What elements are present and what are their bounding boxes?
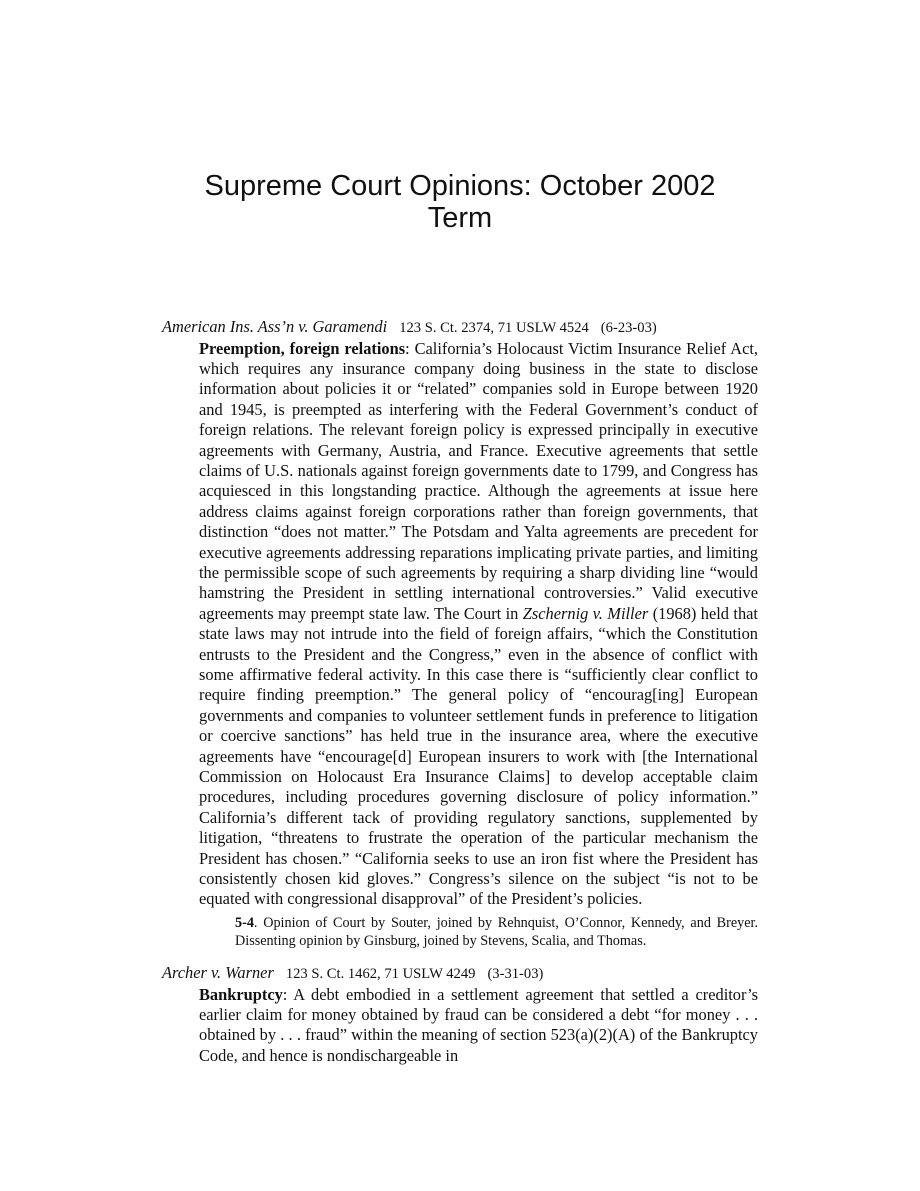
case-header bbox=[162, 317, 758, 339]
page-title-line-2: Term bbox=[427, 202, 493, 234]
vote-count: 5-4 bbox=[235, 914, 254, 931]
vote-description: Opinion of Court by Souter, joined by Rehnquist, O’Connor, Kennedy, and Breyer. Dissenting opinion by Ginsburg, joined by Stevens, Scalia, and Thomas. bbox=[235, 914, 759, 950]
case-summary: Bankruptcy: A debt embodied in a settlement agreement that settled a creditor’s earlier claim for money obtained by fraud can be considered a debt “for money . . . obtained by . . . fraud” within the meaning of section 523(a)(2)(A) of the Bankruptcy Code, and hence is nondischargeable in bbox=[199, 984, 758, 1065]
case-summary: Preemption, foreign relations: California’s Holocaust Victim Insurance Relief Act, which requires any insurance company doing business in the state to disclose information about policies it or “related” companies sold in Europe between 1920 and 1945, is preempted as interfering with the Federal Government’s conduct of foreign relations. The relevant foreign policy is expressed principally in executive agreements with Germany, Austria, and France. Executive agreements that settle claims of U.S. nationals against foreign governments date to 1799, and Congress has acquiesced in this longstanding practice. Although the agreements at issue here address claims against foreign corporations rather than foreign governments, that distinction “does not matter.” The Potsdam and Yalta agreements are precedent for executive agreements addressing reparations implicating private parties, and limiting the permissible scope of such agreements by requiring a sharp dividing line “would hamstring the President in settling international controversies.” Valid executive agreements may preempt state law. The Court in Zschernig v. Miller (1968) held that state laws may not intrude into the field of foreign affairs, “which the Constitution entrusts to the President and the Congress,” even in the absence of conflict with some affirmative federal activity. In this case there is “sufficiently clear conflict to require finding preemption.” The general policy of “encourag[ing] European governments and companies to volunteer settlement funds in preference to litigation or coercive sanctions” has held true in the insurance area, where the executive agreements have “encourage[d] European insurers to work with [the International Commission on Holocaust Era Insurance Claims] to develop acceptable claim procedures, including procedures governing disclosure of policy information.” California’s different tack of providing regulatory sanctions, supplemented by litigation, “threatens to frustrate the operation of the particular mechanism the President has chosen.” “California seeks to use an iron fist where the President has consistently chosen kid gloves.” Congress’s silence on the subject “is not to be equated with congressional disapproval” of the President’s policies. bbox=[199, 338, 758, 909]
case-name: American Ins. Ass’n v. Garamendi bbox=[162, 317, 388, 336]
page-title-line-1: Supreme Court Opinions: October 2002 bbox=[204, 170, 716, 202]
case-topic: Preemption, foreign relations bbox=[199, 338, 406, 358]
case-summary-text-part-1: California’s Holocaust Victim Insurance Relief Act, which requires any insurance company doing business in the state to disclose information about policies it or “related” companies sold in Europe between 1920 and 1945, is preempted as interfering with the Federal Government’s conduct of foreign relations. The relevant foreign policy is expressed principally in executive agreements with Germany, Austria, and France. Executive agreements that settle claims of U.S. nationals against foreign governments date to 1799, and Congress has acquiesced in this longstanding practice. Although the agreements at issue here address claims against foreign corporations rather than foreign governments, that distinction “does not matter.” The Potsdam and Yalta agreements are precedent for executive agreements addressing reparations implicating private parties, and limiting the permissible scope of such agreements by requiring a sharp dividing line “would hamstring the President in settling international controversies.” Valid executive agreements may preempt state law. The Court in bbox=[199, 338, 758, 623]
page-title bbox=[0, 170, 920, 234]
case-entry-archer bbox=[162, 963, 758, 1066]
case-date: (6-23-03) bbox=[600, 320, 657, 336]
case-header bbox=[162, 963, 758, 985]
case-topic: Bankruptcy bbox=[199, 984, 283, 1004]
case-list bbox=[162, 317, 758, 1078]
case-citation: 123 S. Ct. 2374, 71 USLW 4524 bbox=[399, 320, 589, 336]
case-vote: 5-4. Opinion of Court by Souter, joined by Rehnquist, O’Connor, Kennedy, and Breyer. Dissenting opinion by Ginsburg, joined by Stevens, Scalia, and Thomas. bbox=[235, 914, 759, 950]
case-summary-text-part-2: (1968) held that state laws may not intrude into the field of foreign affairs, “which the Constitution entrusts to the President and the Congress,” even in the absence of conflict with some affirmative federal activity. In this case there is “sufficiently clear conflict to require finding preemption.” The general policy of “encourag[ing] European governments and companies to volunteer settlement funds in preference to litigation or coercive sanctions” has held true in the insurance area, where the executive agreements have “encourage[d] European insurers to work with [the International Commission on Holocaust Era Insurance Claims] to develop acceptable claim procedures, including procedures governing disclosure of policy information.” California’s different tack of providing regulatory sanctions, supplemented by litigation, “threatens to frustrate the operation of the particular mechanism the President has chosen.” “California seeks to use an iron fist where the President has consistently chosen kid gloves.” Congress’s silence on the subject “is not to be equated with congressional disapproval” of the President’s policies. bbox=[199, 603, 758, 909]
cited-case-name: Zschernig v. Miller bbox=[522, 603, 649, 623]
case-date: (3-31-03) bbox=[487, 966, 544, 983]
case-citation: 123 S. Ct. 1462, 71 USLW 4249 bbox=[285, 966, 476, 983]
case-entry-garamendi bbox=[162, 317, 758, 951]
case-name: Archer v. Warner bbox=[162, 963, 274, 983]
case-summary-text: A debt embodied in a settlement agreement that settled a creditor’s earlier claim for money obtained by fraud can be considered a debt “for money . . . obtained by . . . fraud” within the meaning of section 523(a)(2)(A) of the Bankruptcy Code, and hence is nondischargeable in bbox=[199, 984, 758, 1065]
